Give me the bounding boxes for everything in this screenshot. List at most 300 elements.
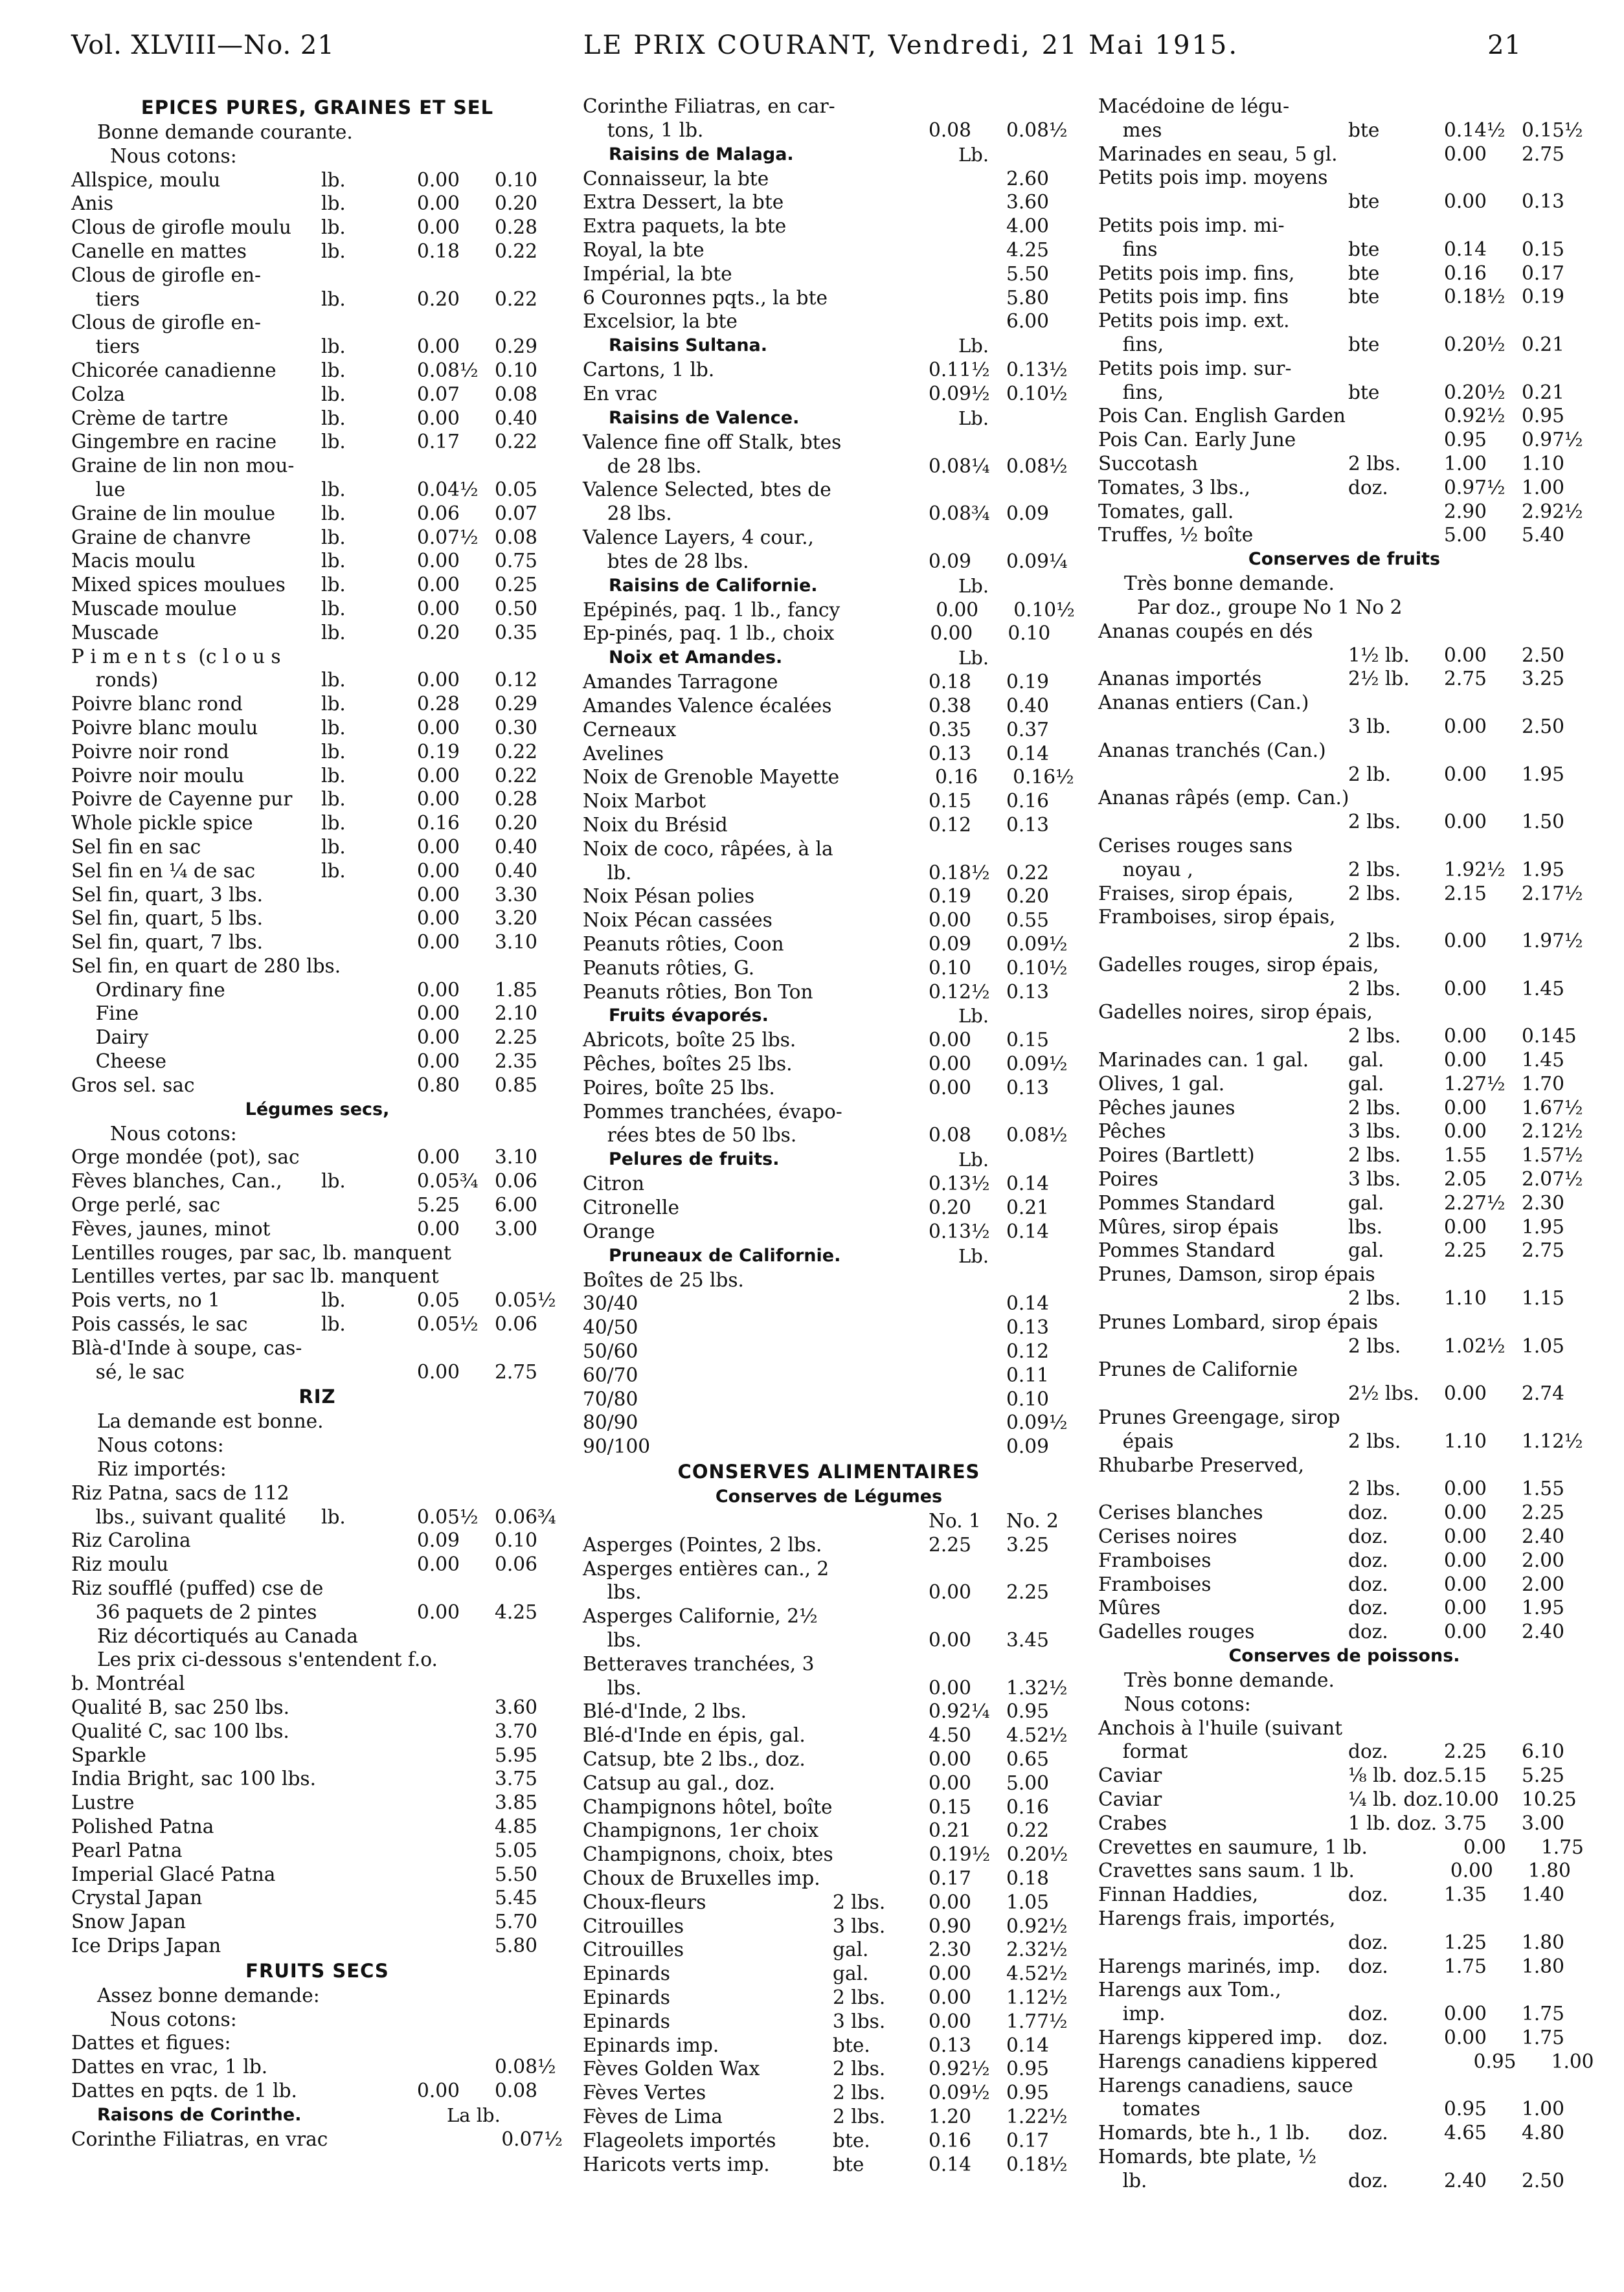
price-row — [71, 668, 563, 692]
price-low: 0.00 — [1444, 2026, 1487, 2049]
unit: 2 lbs. — [1348, 1096, 1401, 1119]
unit: lbs. — [1348, 1215, 1383, 1238]
price-row — [1098, 2074, 1590, 2098]
price-high: 1.77½ — [1006, 2010, 1068, 2032]
price-row — [583, 1986, 1075, 2010]
unit — [833, 1747, 929, 1771]
price-row — [583, 1028, 1075, 1052]
price-row — [1098, 1263, 1590, 1286]
item-name: Petits pois imp. mi- — [1098, 214, 1285, 236]
price-row — [583, 1915, 1075, 1938]
price-low: 0.00 — [417, 859, 460, 882]
item-name: btes de 28 lbs. — [583, 550, 749, 572]
market-note: Nous cotons: — [110, 2008, 237, 2030]
price-row — [1098, 1596, 1590, 1620]
price-low: 0.90 — [929, 1915, 971, 1937]
price-row — [1098, 1501, 1590, 1525]
unit — [834, 622, 930, 646]
price-low: 0.00 — [1444, 715, 1487, 737]
subsection-title: Raisins de Californie. — [609, 575, 818, 596]
subsection-title: Raisons de Corinthe. — [97, 2104, 302, 2125]
price-high: 0.50 — [495, 597, 537, 620]
item-name: Poivre blanc rond — [71, 693, 243, 715]
price-row — [1098, 1978, 1590, 2002]
item-name: Harengs marinés, imp. — [1098, 1955, 1321, 1977]
price-row — [71, 1863, 563, 1887]
item-name: Fraises, sirop épais, — [1098, 882, 1294, 904]
unit: 3 lb. — [1348, 715, 1392, 737]
item-name: lb. — [1098, 2169, 1147, 2192]
item-name: Rhubarbe Preserved, — [1098, 1454, 1305, 1476]
price-low: 0.00 — [417, 574, 460, 596]
item-name: Champignons, choix, btes — [583, 1843, 833, 1866]
price-row — [71, 1601, 563, 1624]
item-name: Extra Dessert, la bte — [583, 191, 784, 214]
price-high: 1.80 — [1522, 1931, 1564, 1953]
price-row — [71, 1720, 563, 1744]
price-high: 1.75 — [1540, 1836, 1584, 1858]
item-name: Pêches, boîtes 25 lbs. — [583, 1053, 793, 1075]
item-name: Clous de girofle en- — [71, 311, 262, 334]
item-name: sé, le sac — [71, 1360, 185, 1383]
market-note: Riz décortiqués au Canada — [97, 1624, 358, 1647]
price-low: 0.15 — [929, 790, 971, 813]
unit: 2 lb. — [1348, 763, 1392, 785]
price-low: 0.00 — [417, 1050, 460, 1073]
price-low: 0.00 — [417, 716, 460, 739]
item-name: Peanuts rôties, G. — [583, 956, 755, 979]
price-low — [929, 1292, 1006, 1316]
price-low: 0.18 — [929, 671, 971, 693]
item-name: Blé-d'Inde en épis, gal. — [583, 1724, 806, 1747]
price-high: 5.00 — [1006, 1771, 1049, 1794]
price-low: 0.14 — [929, 2153, 971, 2175]
price-low — [929, 309, 1006, 333]
unit: 2 lbs. — [1348, 1287, 1401, 1310]
item-name: 40/50 — [583, 1316, 638, 1339]
unit: lb. — [321, 788, 346, 811]
item-name: Homards, bte plate, ½ — [1098, 2145, 1317, 2168]
unit — [833, 1340, 929, 1364]
price-low: 0.00 — [929, 1748, 971, 1771]
price-row — [71, 1073, 563, 1097]
price-low — [929, 286, 1006, 310]
price-row — [583, 1867, 1075, 1891]
unit — [833, 1364, 929, 1388]
price-row — [71, 311, 563, 335]
unit — [833, 1771, 929, 1795]
unit — [833, 502, 929, 526]
unit — [833, 1533, 929, 1557]
unit — [833, 1196, 929, 1220]
price-low: 0.20 — [417, 287, 460, 310]
price-low: 0.18½ — [1444, 286, 1506, 308]
price-low: 0.09½ — [929, 2082, 990, 2104]
price-low: 0.08 — [929, 118, 971, 141]
price-low — [417, 1744, 495, 1768]
item-name: Poivre noir moulu — [71, 764, 245, 787]
price-row — [583, 1340, 1075, 1364]
price-row — [71, 1288, 563, 1312]
price-high: 1.32½ — [1006, 1676, 1068, 1699]
unit: 2½ lbs. — [1348, 1382, 1419, 1405]
price-row — [71, 168, 563, 192]
price-row — [1098, 977, 1590, 1001]
price-low: 0.00 — [1444, 930, 1487, 952]
unit — [1348, 404, 1444, 428]
unit: lb. — [321, 669, 346, 691]
item-name: Graine de lin non mou- — [71, 455, 295, 477]
price-low: 0.92¼ — [929, 1700, 990, 1723]
price-row — [583, 1123, 1075, 1147]
price-low: 1.10 — [1444, 1430, 1487, 1452]
item-name: Sel fin, quart, 3 lbs. — [71, 883, 264, 906]
price-row — [71, 407, 563, 431]
unit — [321, 906, 417, 930]
price-high: 2.35 — [495, 1050, 537, 1073]
item-name: Sel fin en sac — [71, 835, 201, 858]
item-name: Pêches jaunes — [1098, 1096, 1235, 1119]
price-row — [71, 954, 563, 978]
item-name: Asperges (Pointes, 2 lbs. — [583, 1533, 822, 1556]
unit — [833, 262, 929, 286]
price-low — [929, 1340, 1006, 1364]
price-low: 0.00 — [417, 978, 460, 1001]
market-note: La demande est bonne. — [97, 1410, 324, 1433]
unit — [833, 1676, 929, 1700]
price-row — [583, 286, 1075, 310]
price-row — [71, 1169, 563, 1193]
price-low: 0.00 — [417, 907, 460, 930]
price-row — [583, 742, 1075, 766]
price-low: 0.00 — [417, 2079, 460, 2102]
price-high: 0.22 — [495, 287, 537, 310]
item-name — [1098, 977, 1348, 1001]
price-row — [583, 309, 1075, 333]
price-low — [417, 1791, 495, 1815]
price-high: 0.95 — [1522, 405, 1564, 427]
price-row — [583, 1652, 1075, 1676]
price-high: 0.37 — [1006, 718, 1049, 741]
price-low — [417, 1696, 495, 1720]
price-row — [1098, 2050, 1594, 2074]
price-high: 0.22 — [495, 431, 537, 453]
item-name: Sparkle — [71, 1744, 146, 1766]
unit — [321, 1910, 417, 1934]
unit: 2 lbs. — [1348, 1477, 1401, 1500]
item-name: Marinades en seau, 5 gl. — [1098, 142, 1338, 165]
price-high: 4.80 — [1522, 2122, 1564, 2144]
unit — [839, 765, 935, 789]
price-low: 0.00 — [417, 168, 460, 191]
price-low: 0.95 — [1444, 429, 1487, 451]
item-name: Qualité B, sac 250 lbs. — [71, 1696, 289, 1718]
price-high: 0.07 — [495, 502, 537, 524]
price-row — [583, 2034, 1075, 2058]
price-row — [71, 716, 563, 740]
item-name: Muscade moulue — [71, 597, 237, 620]
price-low — [417, 1839, 495, 1863]
item-name: Canelle en mattes — [71, 240, 247, 262]
price-low: 0.17 — [929, 1867, 971, 1889]
item-name: Gadelles noires, sirop épais, — [1098, 1001, 1373, 1024]
item-name: Prunes de Californie — [1098, 1358, 1298, 1381]
price-low: 2.15 — [1444, 882, 1487, 904]
price-row — [1098, 285, 1590, 309]
price-row — [71, 597, 563, 621]
price-row — [71, 1026, 563, 1050]
price-row — [1098, 1215, 1590, 1239]
item-name: Crabes — [1098, 1812, 1167, 1834]
market-note: Par doz., groupe No 1 No 2 — [1137, 596, 1403, 618]
price-row — [71, 454, 563, 478]
price-row — [1098, 1525, 1590, 1549]
unit — [833, 1867, 929, 1891]
price-high: 0.55 — [1006, 909, 1049, 932]
price-low: 0.00 — [417, 883, 460, 906]
price-low: 0.00 — [417, 1217, 460, 1240]
price-high: 0.13 — [1006, 980, 1049, 1003]
subsection-heading-row — [583, 646, 1075, 670]
price-low: 1.55 — [1444, 1144, 1487, 1167]
subsection-title: Raisins Sultana. — [609, 335, 768, 356]
price-row — [583, 1771, 1075, 1795]
item-name: Citronelle — [583, 1197, 679, 1219]
item-name: Succotash — [1098, 452, 1199, 475]
item-name: Royal, la bte — [583, 238, 705, 261]
market-note: Nous cotons: — [97, 1434, 224, 1457]
price-low: 0.00 — [1444, 1621, 1487, 1643]
price-row — [71, 1241, 563, 1265]
price-low: 0.09 — [417, 1529, 460, 1552]
price-row — [583, 502, 1075, 526]
price-low — [929, 1388, 1006, 1411]
price-low — [929, 1316, 1006, 1340]
price-row — [1098, 1907, 1590, 1931]
unit-label: Lb. — [958, 574, 989, 597]
price-row — [1098, 1143, 1590, 1167]
item-name — [1098, 1382, 1348, 1406]
column-3 — [1098, 95, 1594, 2270]
unit-label: La lb. — [447, 2104, 501, 2126]
price-row — [1098, 1286, 1590, 1310]
price-low: 0.00 — [417, 764, 460, 787]
subsection-title: Fruits évaporés. — [609, 1006, 769, 1026]
unit — [833, 1028, 929, 1052]
price-high: 1.45 — [1522, 977, 1564, 1000]
price-high: 3.20 — [495, 907, 537, 930]
subsection-heading-row — [583, 1147, 1075, 1172]
item-name: Catsup, bte 2 lbs., doz. — [583, 1748, 806, 1771]
item-name: Snow Japan — [71, 1911, 186, 1933]
price-row — [583, 884, 1075, 908]
item-name: Dattes en pqts. de 1 lb. — [71, 2079, 297, 2102]
price-row — [71, 1002, 563, 1026]
price-high: 5.25 — [1522, 1764, 1564, 1787]
price-row — [71, 764, 563, 788]
subsection-title: Noix et Amandes. — [609, 647, 783, 668]
price-low: 0.20 — [417, 621, 460, 644]
unit-label: Lb. — [958, 335, 989, 357]
unit: 2 lbs. — [833, 2082, 886, 2104]
unit: 2 lbs. — [833, 1891, 886, 1913]
price-high: 3.00 — [495, 1217, 537, 1240]
item-name: tomates — [1098, 2098, 1201, 2120]
price-low — [417, 1767, 495, 1791]
unit — [833, 382, 929, 406]
item-name: Orge perlé, sac — [71, 1194, 221, 1217]
price-row — [1098, 452, 1590, 476]
price-row — [583, 190, 1075, 214]
market-note: Très bonne demande. — [1124, 572, 1335, 595]
item-name: Truffes, ½ boîte — [1098, 524, 1254, 546]
price-row — [583, 526, 1075, 550]
price-high: 4.25 — [1006, 238, 1049, 261]
price-low — [929, 1435, 1006, 1459]
unit: doz. — [1348, 1931, 1388, 1953]
price-row — [583, 2057, 1075, 2081]
price-low: 0.00 — [1450, 1859, 1493, 1882]
price-low: 0.05½ — [417, 1505, 479, 1528]
price-row — [1098, 1358, 1590, 1382]
price-low: 4.50 — [929, 1724, 971, 1747]
price-high: 1.95 — [1522, 858, 1564, 881]
item-name: Cerneaux — [583, 718, 677, 741]
unit: doz. — [1348, 1597, 1388, 1619]
price-row — [1098, 1812, 1590, 1836]
item-name: Fèves, jaunes, minot — [71, 1217, 271, 1240]
price-low — [929, 262, 1006, 286]
price-high: 2.50 — [1522, 2169, 1564, 2192]
price-low: 1.27½ — [1444, 1072, 1506, 1095]
price-low — [417, 2055, 495, 2079]
price-low: 0.07½ — [417, 526, 479, 548]
price-row — [583, 1557, 1075, 1581]
price-high: 0.14 — [1006, 1292, 1049, 1315]
item-name: 6 Couronnes pqts., la bte — [583, 286, 828, 309]
unit — [321, 1050, 417, 1073]
price-high: 0.08½ — [1006, 118, 1068, 141]
price-low — [423, 2128, 501, 2152]
price-high: 2.40 — [1522, 1621, 1564, 1643]
price-row — [583, 1292, 1075, 1316]
price-row — [71, 1886, 563, 1910]
price-high: 0.05½ — [495, 1289, 556, 1312]
price-low: 0.00 — [417, 550, 460, 572]
unit — [833, 718, 929, 742]
unit: 2 lbs. — [1348, 452, 1401, 475]
item-name: Petits pois imp. fins — [1098, 286, 1289, 308]
price-row — [1098, 2169, 1590, 2193]
unit: lb. — [321, 431, 346, 453]
price-low: 0.13½ — [929, 1220, 990, 1242]
price-row — [1098, 238, 1590, 262]
price-low — [417, 1815, 495, 1839]
price-high: 0.19 — [1006, 671, 1049, 693]
price-low: 0.07 — [417, 383, 460, 405]
price-row — [1098, 333, 1590, 357]
item-name: Harengs aux Tom., — [1098, 1979, 1281, 2001]
price-high: 0.17 — [1522, 262, 1564, 284]
unit — [321, 2055, 417, 2079]
price-low — [929, 1364, 1006, 1388]
item-name: Ananas entiers (Can.) — [1098, 691, 1309, 714]
price-low: 2.90 — [1444, 500, 1487, 522]
item-name: mes — [1098, 118, 1162, 141]
price-high: 0.10½ — [1006, 382, 1068, 405]
item-name: En vrac — [583, 382, 658, 405]
price-row — [583, 980, 1075, 1004]
price-high: 3.00 — [1522, 1812, 1564, 1834]
price-row — [1098, 166, 1590, 190]
item-name — [1098, 763, 1348, 787]
price-row — [1098, 715, 1590, 739]
unit: doz. — [1348, 1573, 1388, 1595]
price-row — [583, 861, 1075, 885]
price-row — [1098, 500, 1590, 524]
item-name: Lentilles vertes, par sac lb. manquent — [71, 1265, 439, 1288]
item-name: Noix de Grenoble Mayette — [583, 766, 840, 789]
price-row — [583, 598, 1075, 622]
item-name: Cheese — [71, 1050, 167, 1073]
item-name: Mûres — [1098, 1597, 1161, 1619]
unit: doz. — [1348, 476, 1388, 499]
price-low: 0.00 — [1463, 1836, 1506, 1858]
price-row — [583, 95, 1075, 118]
price-row — [1098, 1334, 1590, 1358]
price-high: 3.25 — [1522, 668, 1564, 690]
price-high: 2.17½ — [1522, 882, 1583, 904]
unit: bte — [833, 2153, 864, 2175]
price-row — [71, 645, 563, 669]
unit — [833, 742, 929, 766]
subsection-heading-row — [583, 1004, 1075, 1028]
price-low: 0.00 — [417, 407, 460, 429]
unit: 2 lbs. — [1348, 930, 1401, 952]
price-high: 0.11 — [1006, 1364, 1049, 1386]
price-low: 0.00 — [1444, 1049, 1487, 1072]
item-name — [1098, 1477, 1348, 1501]
price-low: 0.08 — [929, 1124, 971, 1147]
price-low: 0.14 — [1444, 238, 1487, 260]
price-high: 0.09 — [1006, 1435, 1049, 1458]
item-name: Harengs canadiens kippered — [1098, 2050, 1378, 2073]
item-name — [1098, 1334, 1348, 1358]
item-name: Sel fin, en quart de 280 lbs. — [71, 954, 341, 977]
price-high: 2.75 — [495, 1360, 537, 1383]
price-low — [929, 214, 1006, 238]
unit: lb. — [321, 335, 346, 358]
item-name: Noix Marbot — [583, 790, 706, 813]
unit: 2 lbs. — [1348, 977, 1401, 1000]
price-row — [583, 1891, 1075, 1915]
price-row — [583, 1676, 1075, 1700]
price-high: 0.09¼ — [1006, 550, 1068, 572]
unit — [321, 1002, 417, 1026]
price-row — [583, 214, 1075, 238]
unit — [321, 1863, 417, 1887]
price-row — [1098, 1477, 1590, 1501]
price-high: 4.25 — [495, 1601, 537, 1623]
price-row — [71, 1505, 563, 1529]
item-name: Mixed spices moulues — [71, 574, 286, 596]
price-high: 0.09½ — [1006, 1053, 1068, 1075]
item-name: Homards, bte h., 1 lb. — [1098, 2122, 1311, 2144]
unit — [321, 1553, 417, 1577]
unit — [1348, 2097, 1444, 2121]
unit: lb. — [321, 550, 346, 572]
price-row — [1098, 190, 1590, 214]
